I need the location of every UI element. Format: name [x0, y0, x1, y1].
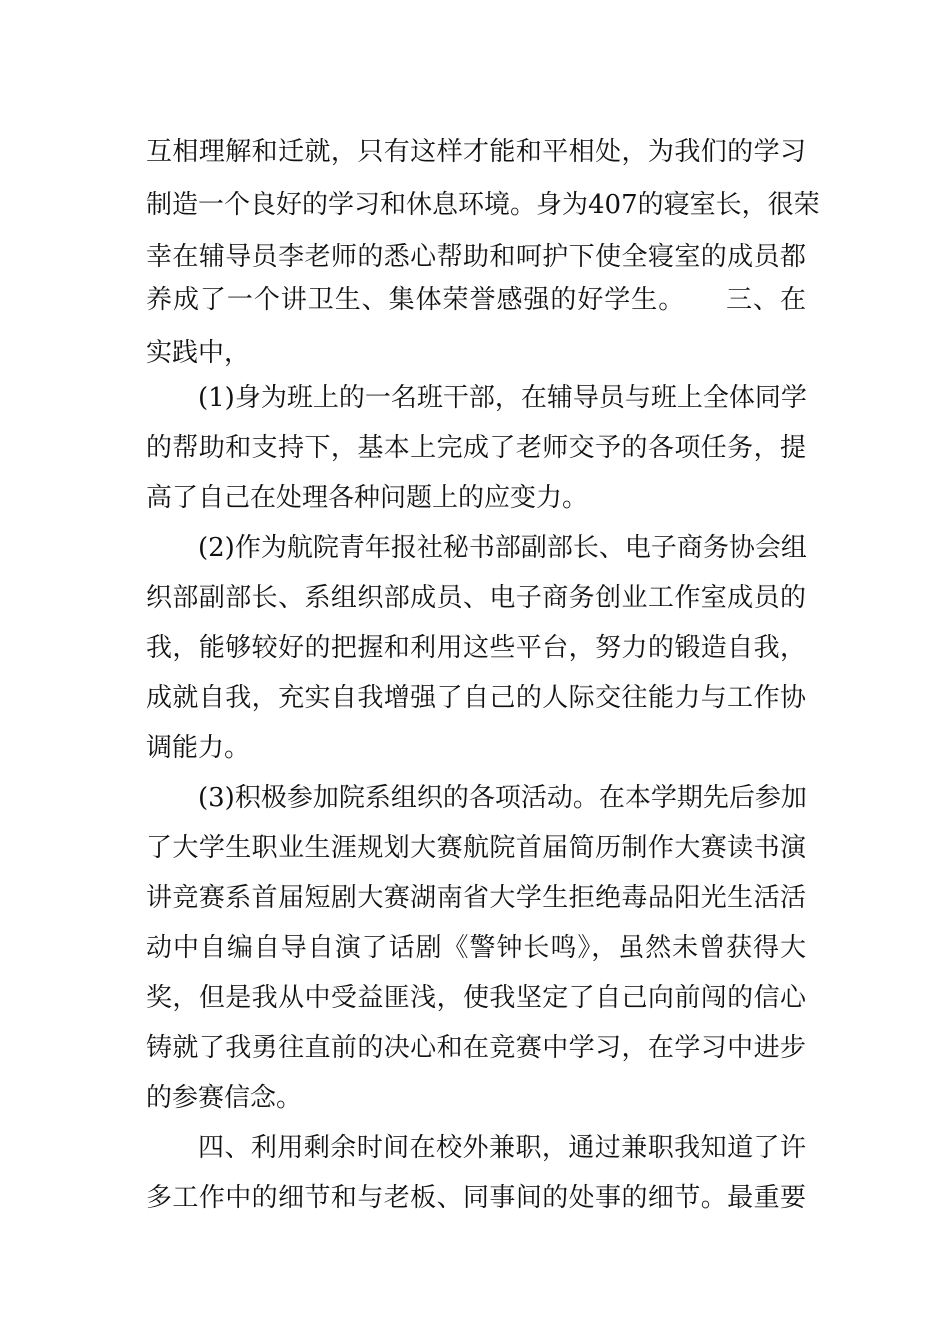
text-line: 织部副部长、系组织部成员、电子商务创业工作室成员的 [146, 583, 806, 613]
text-line: 铸就了我勇往直前的决心和在竞赛中学习，在学习中进步 [146, 1033, 806, 1063]
text-line: 幸在辅导员李老师的悉心帮助和呵护下使全寝室的成员都 [146, 242, 806, 272]
text-line: 奖，但是我从中受益匪浅，使我坚定了自己向前闯的信心 [146, 983, 806, 1013]
text-line: 我，能够较好的把握和利用这些平台，努力的锻造自我， [146, 633, 806, 663]
text-line: 了大学生职业生涯规划大赛航院首届简历制作大赛读书演 [146, 833, 806, 863]
paragraph-first-line: (1)身为班上的一名班干部，在辅导员与班上全体同学 [198, 383, 807, 413]
text-line: 实践中， [146, 338, 251, 368]
text-line: 的帮助和支持下，基本上完成了老师交予的各项任务，提 [146, 433, 806, 463]
text-line: 互相理解和迁就，只有这样才能和平相处，为我们的学习 [146, 137, 806, 167]
text-line: 养成了一个讲卫生、集体荣誉感强的好学生。 三、在 [146, 285, 806, 315]
text-line: 制造一个良好的学习和休息环境。身为407的寝室长，很荣 [146, 190, 820, 220]
text-line: 动中自编自导自演了话剧《警钟长鸣》，虽然未曾获得大 [146, 933, 806, 963]
text-line: 多工作中的细节和与老板、同事间的处事的细节。最重要 [146, 1183, 806, 1213]
text-line: 调能力。 [146, 733, 251, 763]
paragraph-first-line: (3)积极参加院系组织的各项活动。在本学期先后参加 [198, 783, 807, 813]
paragraph-first-line: 四、利用剩余时间在校外兼职，通过兼职我知道了许 [198, 1133, 806, 1163]
paragraph-first-line: (2)作为航院青年报社秘书部副部长、电子商务协会组 [198, 533, 807, 563]
text-line: 成就自我，充实自我增强了自己的人际交往能力与工作协 [146, 683, 806, 713]
text-line: 高了自己在处理各种问题上的应变力。 [146, 483, 589, 513]
text-line: 的参赛信念。 [146, 1083, 303, 1113]
text-line: 讲竞赛系首届短剧大赛湖南省大学生拒绝毒品阳光生活活 [146, 883, 806, 913]
